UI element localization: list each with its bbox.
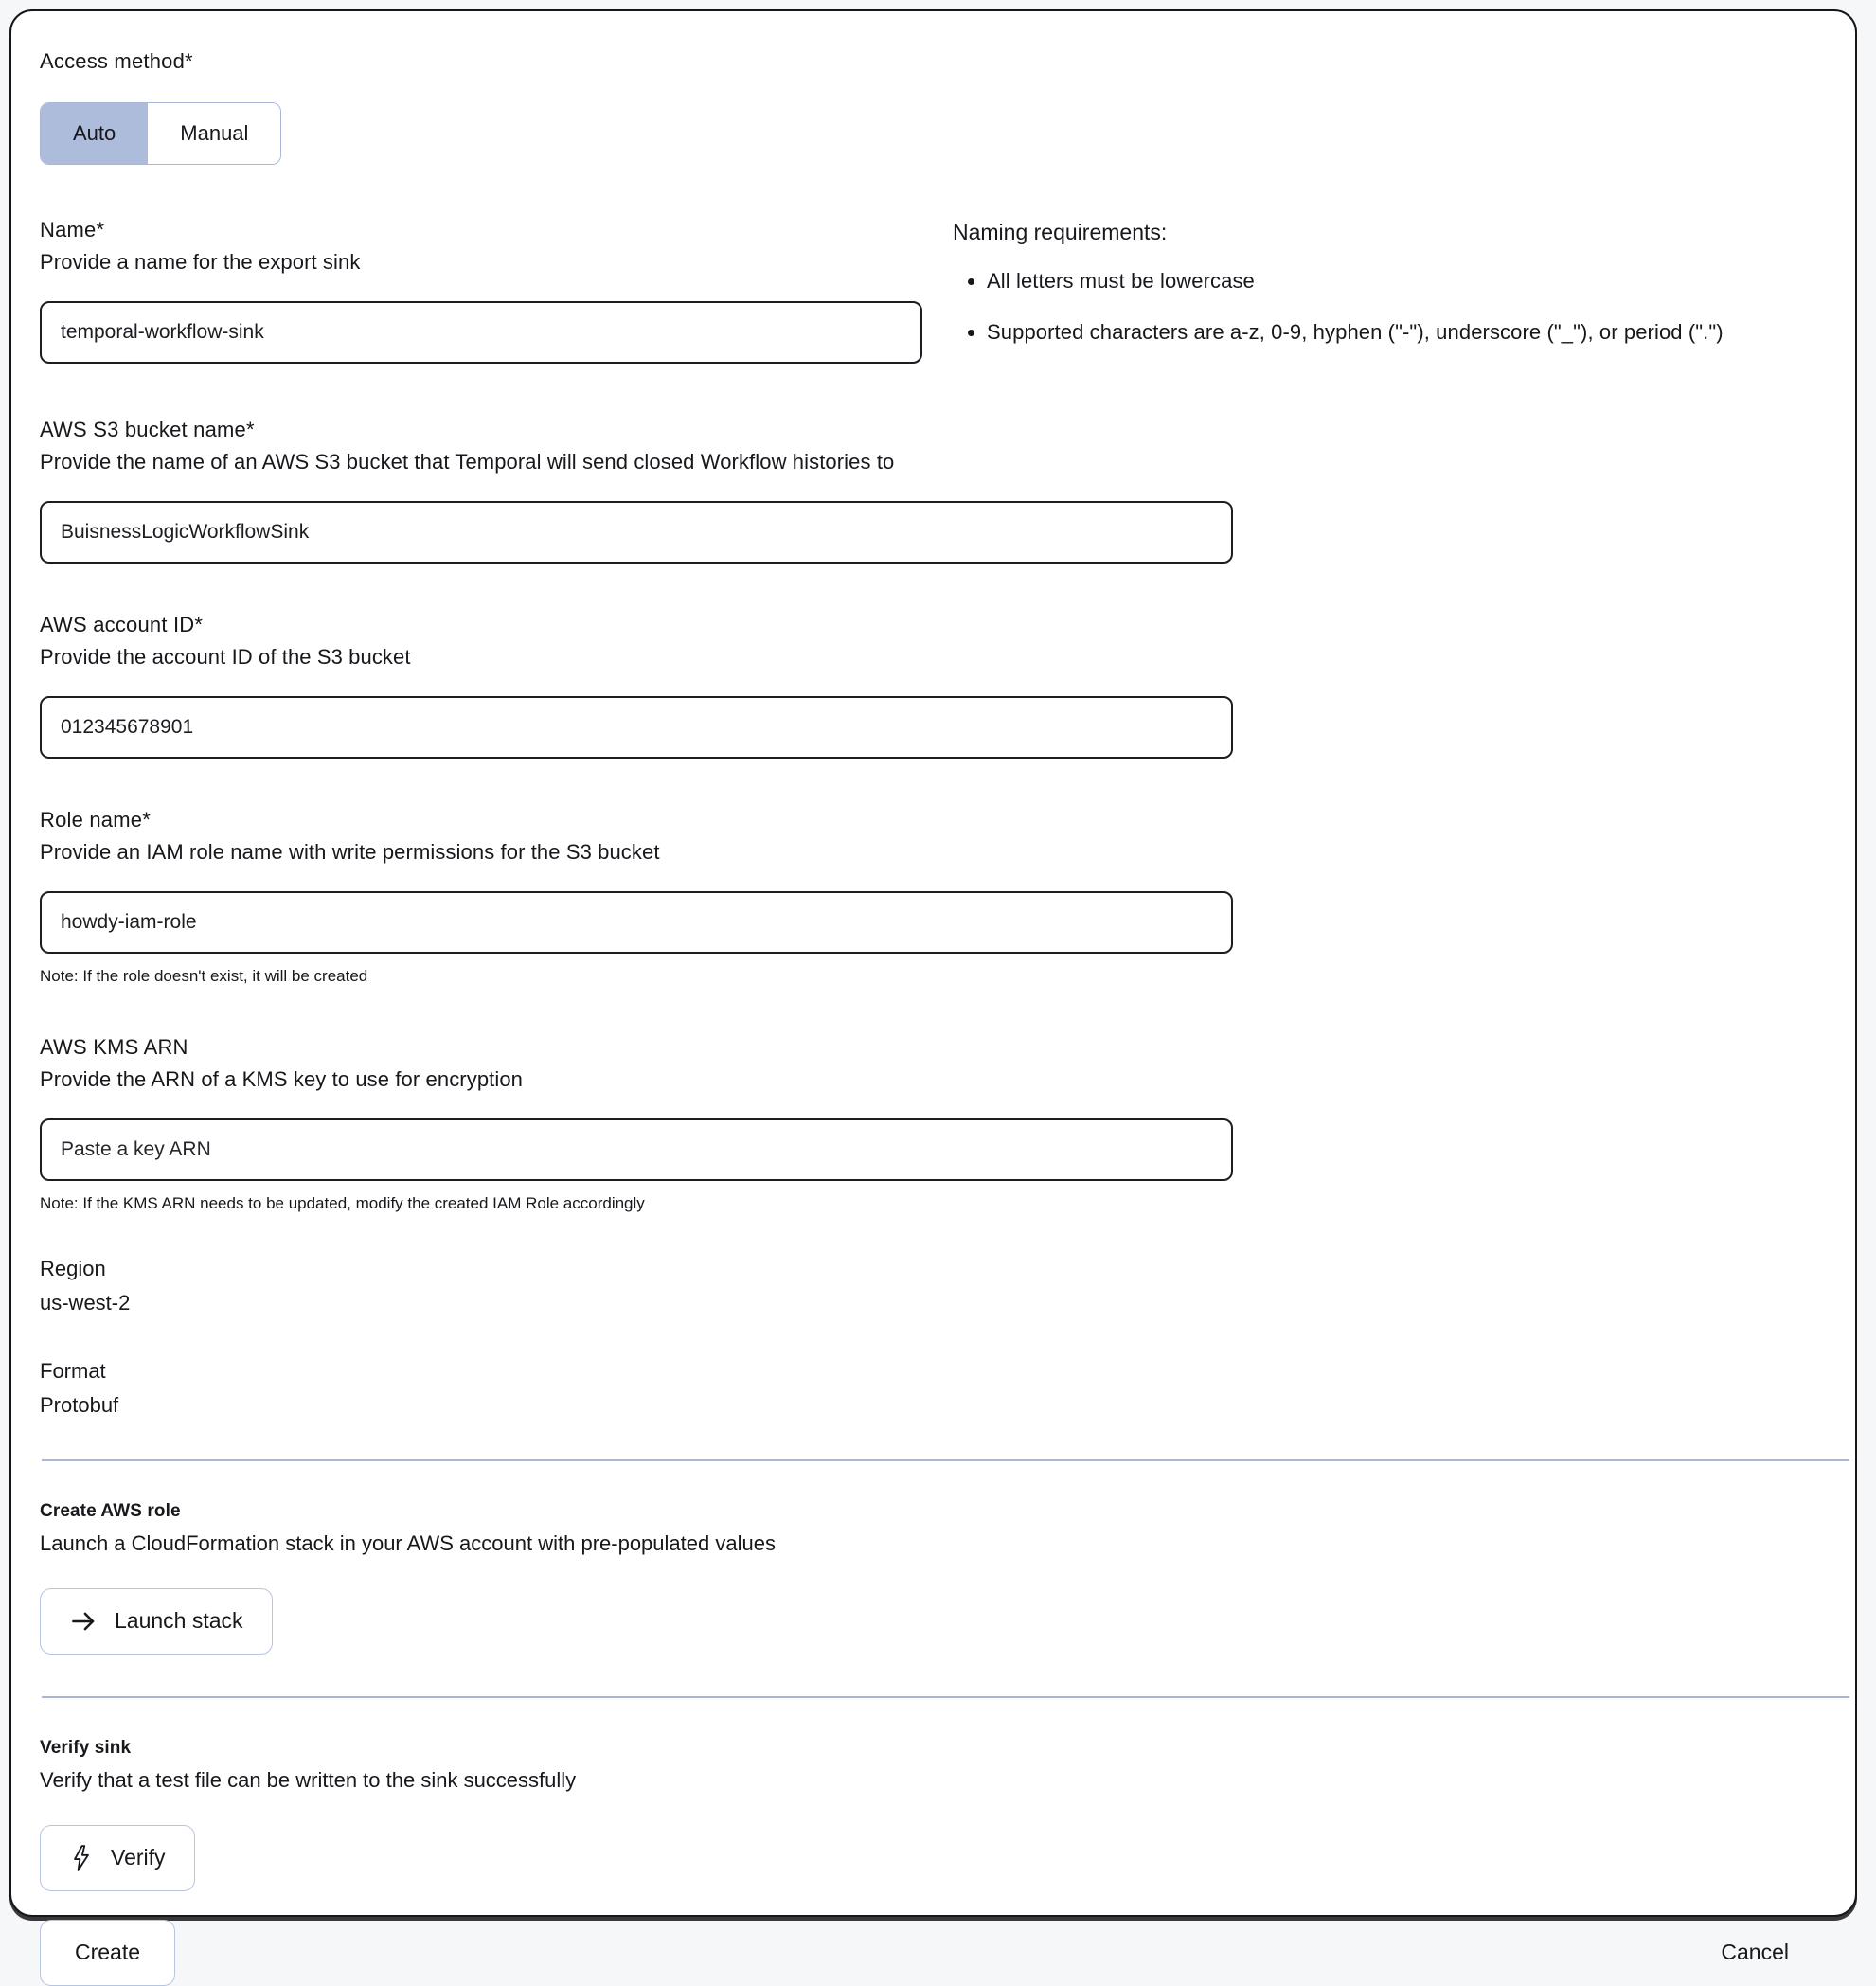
role-name-label: Role name*: [40, 807, 151, 832]
s3-bucket-label: AWS S3 bucket name*: [40, 417, 255, 441]
region-label: Region: [40, 1256, 106, 1280]
role-name-description: Provide an IAM role name with write permissions for the S3 bucket: [40, 839, 660, 864]
kms-arn-label: AWS KMS ARN: [40, 1034, 188, 1059]
verify-sink-title: Verify sink: [40, 1737, 132, 1758]
kms-arn-input[interactable]: [40, 1118, 1233, 1181]
arrow-right-icon: [69, 1607, 98, 1636]
access-method-label: Access method*: [40, 49, 193, 73]
region-value: us-west-2: [40, 1290, 131, 1315]
cancel-button[interactable]: Cancel: [1721, 1940, 1789, 1965]
create-button[interactable]: [40, 1920, 175, 1986]
kms-arn-description: Provide the ARN of a KMS key to use for encryption: [40, 1066, 524, 1091]
naming-requirements-list: [953, 266, 1817, 348]
create-aws-role-title: Create AWS role: [40, 1500, 181, 1521]
aws-account-id-label: AWS account ID*: [40, 612, 204, 636]
s3-bucket-description: Provide the name of an AWS S3 bucket that Temporal will send closed Workflow histories to: [40, 449, 895, 474]
format-value: Protobuf: [40, 1392, 119, 1417]
role-name-input[interactable]: [40, 891, 1233, 954]
name-description: Provide a name for the export sink: [40, 250, 361, 274]
create-aws-role-description: Launch a CloudFormation stack in your AWS account with pre-populated values: [40, 1530, 776, 1555]
verify-button-label: Verify: [111, 1845, 166, 1870]
naming-requirement-item: • Supported characters are a-z, 0-9, hyphen ("-"), underscore ("_"), or period ("."): [987, 317, 1817, 348]
aws-account-id-input[interactable]: [40, 696, 1233, 759]
lightning-icon: [69, 1844, 94, 1872]
section-divider: [42, 1696, 1849, 1698]
kms-arn-note: Note: If the KMS ARN needs to be updated, modify the created IAM Role accordingly: [40, 1193, 645, 1212]
aws-account-id-description: Provide the account ID of the S3 bucket: [40, 644, 411, 669]
s3-bucket-input[interactable]: [40, 501, 1233, 564]
name-label: Name*: [40, 218, 105, 242]
access-method-option-auto[interactable]: Auto: [41, 103, 148, 164]
launch-stack-button[interactable]: [40, 1588, 273, 1655]
access-method-option-manual[interactable]: Manual: [148, 103, 280, 164]
verify-button[interactable]: [40, 1825, 195, 1891]
naming-requirements-title: Naming requirements:: [953, 220, 1168, 244]
access-method-toggle: [40, 102, 281, 165]
create-button-label: Create: [75, 1940, 141, 1965]
naming-requirement-item: • All letters must be lowercase: [987, 266, 1817, 296]
role-name-note: Note: If the role doesn't exist, it will be created: [40, 966, 368, 985]
name-input[interactable]: [40, 301, 922, 364]
verify-sink-description: Verify that a test file can be written to the sink successfully: [40, 1767, 577, 1792]
section-divider: [42, 1459, 1849, 1461]
export-sink-form-card: [9, 9, 1857, 1965]
format-label: Format: [40, 1358, 106, 1383]
launch-stack-button-label: Launch stack: [115, 1608, 243, 1634]
